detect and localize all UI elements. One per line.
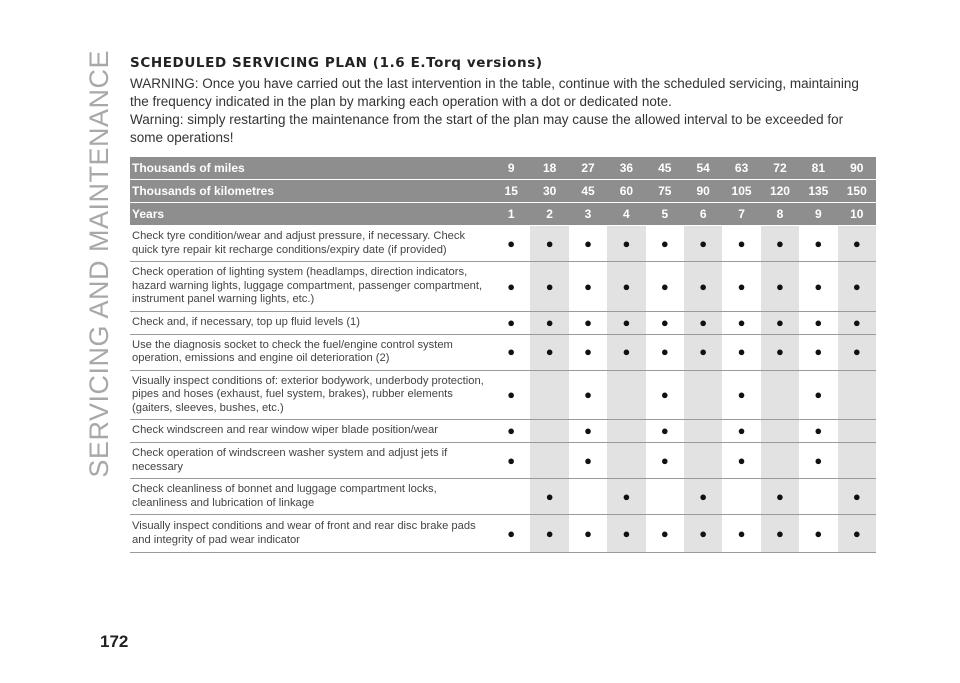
interval-cell [492,515,530,553]
service-dot-icon: ● [507,525,516,541]
interval-cell [646,334,684,370]
service-dot-icon: ● [737,344,746,360]
header-value: 6 [684,203,722,226]
service-dot-icon: ● [584,278,592,294]
interval-cell [607,334,645,370]
servicing-plan-table [130,157,876,553]
table-row [130,420,876,443]
interval-cell [530,479,568,515]
interval-cell [722,370,760,420]
interval-cell [646,311,684,334]
interval-cell [838,515,876,553]
interval-cell [684,370,722,420]
service-dot-icon: ● [814,278,823,294]
service-dot-icon: ● [660,344,669,360]
header-value: 4 [607,203,645,226]
header-value: 3 [569,203,607,226]
interval-cell [646,226,684,262]
interval-cell [684,515,722,553]
interval-cell [492,370,530,420]
service-dot-icon: ● [545,344,554,360]
service-dot-icon: ● [699,235,708,251]
operation-description: Visually inspect conditions of: exterior bodywork, underbody protection, pipes and hoses (exhaust, fuel system, brakes), rubber elements (gaiters, sleeves, bushes, etc.) [130,370,492,420]
header-value: 9 [799,203,837,226]
interval-cell [492,443,530,479]
interval-cell [799,420,837,443]
interval-cell [530,515,568,553]
interval-cell [530,443,568,479]
service-dot-icon: ● [660,525,669,541]
header-value: 15 [492,180,530,203]
interval-cell [799,479,837,515]
service-dot-icon: ● [776,344,784,360]
header-label: Thousands of kilometres [130,180,492,203]
service-dot-icon: ● [737,387,746,402]
interval-cell [761,479,799,515]
service-dot-icon: ● [660,387,669,402]
service-dot-icon: ● [660,314,669,330]
interval-cell [646,262,684,312]
header-value: 54 [684,157,722,180]
page-number: 172 [100,632,129,651]
service-dot-icon: ● [814,387,823,402]
header-value: 8 [761,203,799,226]
service-dot-icon: ● [545,525,554,541]
interval-cell [607,515,645,553]
service-dot-icon: ● [699,488,708,504]
service-dot-icon: ● [622,278,631,294]
interval-cell [761,334,799,370]
interval-cell [530,334,568,370]
interval-cell [684,311,722,334]
interval-cell [722,262,760,312]
service-dot-icon: ● [699,314,708,330]
header-row [130,203,876,226]
service-dot-icon: ● [737,278,746,294]
service-dot-icon: ● [622,488,631,504]
header-value: 63 [722,157,760,180]
service-dot-icon: ● [814,314,823,330]
interval-cell [838,443,876,479]
interval-cell [530,226,568,262]
interval-cell [569,311,607,334]
interval-cell [722,443,760,479]
table-row [130,443,876,479]
service-dot-icon: ● [622,314,631,330]
interval-cell [492,479,530,515]
service-dot-icon: ● [584,314,592,330]
interval-cell [761,262,799,312]
table-row [130,262,876,312]
interval-cell [761,515,799,553]
interval-cell [722,226,760,262]
service-dot-icon: ● [507,452,516,468]
service-dot-icon: ● [814,452,823,468]
table-row [130,311,876,334]
interval-cell [761,311,799,334]
interval-cell [569,479,607,515]
header-value: 27 [569,157,607,180]
interval-cell [569,420,607,443]
header-value: 45 [646,157,684,180]
interval-cell [530,311,568,334]
operation-description: Use the diagnosis socket to check the fuel/engine control system operation, emissions and engine oil deterioration (2) [130,334,492,370]
interval-cell [684,226,722,262]
interval-cell [492,420,530,443]
interval-cell [684,334,722,370]
service-dot-icon: ● [622,235,631,251]
service-dot-icon: ● [584,235,592,251]
interval-cell [530,420,568,443]
interval-cell [569,370,607,420]
header-label: Years [130,203,492,226]
service-dot-icon: ● [814,344,823,360]
service-dot-icon: ● [852,525,861,541]
interval-cell [722,479,760,515]
table-row [130,334,876,370]
interval-cell [799,334,837,370]
header-value: 30 [530,180,568,203]
interval-cell [761,420,799,443]
interval-cell [646,420,684,443]
service-dot-icon: ● [584,344,592,360]
interval-cell [799,226,837,262]
service-dot-icon: ● [852,235,861,251]
service-dot-icon: ● [699,278,708,294]
interval-cell [761,226,799,262]
service-dot-icon: ● [660,278,669,294]
interval-cell [607,479,645,515]
interval-cell [569,443,607,479]
header-value: 5 [646,203,684,226]
header-row [130,180,876,203]
service-dot-icon: ● [584,423,592,439]
service-dot-icon: ● [737,314,746,330]
table-row [130,515,876,553]
service-dot-icon: ● [545,235,554,251]
interval-cell [530,370,568,420]
interval-cell [722,420,760,443]
interval-cell [646,443,684,479]
warning-paragraph: WARNING: Once you have carried out the last intervention in the table, continue with the scheduled servicing, maintaining the frequency indicated in the plan by marking each operation with a dot or dedicated note. [130,76,859,109]
header-value: 135 [799,180,837,203]
table-row [130,479,876,515]
table-row [130,226,876,262]
interval-cell [607,420,645,443]
service-dot-icon: ● [776,525,784,541]
interval-cell [607,226,645,262]
service-dot-icon: ● [737,423,746,439]
interval-cell [799,443,837,479]
interval-cell [530,262,568,312]
service-dot-icon: ● [852,278,861,294]
service-dot-icon: ● [584,525,592,541]
header-value: 2 [530,203,568,226]
warning-paragraph: Warning: simply restarting the maintenance from the start of the plan may cause the allowed interval to be exceeded for some operations! [130,112,844,145]
service-dot-icon: ● [507,344,516,360]
interval-cell [569,226,607,262]
interval-cell [799,370,837,420]
header-value: 1 [492,203,530,226]
service-dot-icon: ● [660,452,669,468]
interval-cell [684,479,722,515]
service-dot-icon: ● [622,344,631,360]
interval-cell [838,420,876,443]
service-dot-icon: ● [622,525,631,541]
operation-description: Check operation of windscreen washer system and adjust jets if necessary [130,443,492,479]
service-dot-icon: ● [507,278,516,294]
header-value: 18 [530,157,568,180]
service-dot-icon: ● [507,314,516,330]
service-dot-icon: ● [507,423,516,439]
header-value: 7 [722,203,760,226]
service-dot-icon: ● [814,525,823,541]
service-dot-icon: ● [660,423,669,439]
header-value: 150 [838,180,876,203]
interval-cell [684,262,722,312]
header-value: 45 [569,180,607,203]
section [130,55,876,147]
header-label: Thousands of miles [130,157,492,180]
service-dot-icon: ● [776,488,784,504]
interval-cell [761,370,799,420]
section-title: SCHEDULED SERVICING PLAN (1.6 E.Torq versions) [130,55,543,71]
header-value: 105 [722,180,760,203]
header-value: 72 [761,157,799,180]
table-header [130,157,876,226]
service-dot-icon: ● [852,344,861,360]
interval-cell [569,334,607,370]
header-value: 120 [761,180,799,203]
interval-cell [799,311,837,334]
interval-cell [607,262,645,312]
interval-cell [569,515,607,553]
operation-description: Check operation of lighting system (headlamps, direction indicators, hazard warning lights, luggage compartment, passenger compartment, instrument panel warning lights, etc.) [130,262,492,312]
service-dot-icon: ● [852,488,861,504]
service-dot-icon: ● [507,235,516,251]
interval-cell [684,420,722,443]
service-dot-icon: ● [776,314,784,330]
service-dot-icon: ● [545,278,554,294]
service-dot-icon: ● [852,314,861,330]
interval-cell [569,262,607,312]
operation-description: Check and, if necessary, top up fluid levels (1) [130,311,492,334]
interval-cell [646,479,684,515]
service-dot-icon: ● [660,235,669,251]
service-dot-icon: ● [545,314,554,330]
interval-cell [607,370,645,420]
interval-cell [838,370,876,420]
interval-cell [838,262,876,312]
service-dot-icon: ● [584,387,592,402]
service-dot-icon: ● [545,488,554,504]
interval-cell [722,334,760,370]
interval-cell [646,370,684,420]
interval-cell [492,311,530,334]
operation-description: Visually inspect conditions and wear of front and rear disc brake pads and integrity of pad wear indicator [130,515,492,553]
interval-cell [799,515,837,553]
header-row [130,157,876,180]
interval-cell [684,443,722,479]
interval-cell [722,311,760,334]
service-dot-icon: ● [737,525,746,541]
interval-cell [761,443,799,479]
service-dot-icon: ● [699,344,708,360]
service-dot-icon: ● [776,278,784,294]
operation-description: Check windscreen and rear window wiper blade position/wear [130,420,492,443]
service-dot-icon: ● [584,452,592,468]
service-dot-icon: ● [737,235,746,251]
chapter-side-title-text: SERVICING AND MAINTENANCE [83,50,114,478]
interval-cell [492,262,530,312]
header-value: 90 [684,180,722,203]
table-body [130,226,876,553]
interval-cell [607,443,645,479]
header-value: 36 [607,157,645,180]
service-dot-icon: ● [699,525,708,541]
interval-cell [722,515,760,553]
interval-cell [646,515,684,553]
service-dot-icon: ● [776,235,784,251]
header-value: 90 [838,157,876,180]
interval-cell [838,311,876,334]
header-value: 75 [646,180,684,203]
interval-cell [492,334,530,370]
service-dot-icon: ● [737,452,746,468]
header-value: 10 [838,203,876,226]
interval-cell [838,226,876,262]
table-row [130,370,876,420]
header-value: 9 [492,157,530,180]
header-value: 60 [607,180,645,203]
header-value: 81 [799,157,837,180]
interval-cell [607,311,645,334]
interval-cell [838,334,876,370]
interval-cell [799,262,837,312]
service-dot-icon: ● [814,423,823,439]
service-dot-icon: ● [507,387,516,402]
interval-cell [838,479,876,515]
chapter-side-title [83,50,114,478]
service-dot-icon: ● [814,235,823,251]
interval-cell [492,226,530,262]
operation-description: Check cleanliness of bonnet and luggage compartment locks, cleanliness and lubrication of linkage [130,479,492,515]
operation-description: Check tyre condition/wear and adjust pressure, if necessary. Check quick tyre repair kit recharge conditions/expiry date (if provided) [130,226,492,262]
